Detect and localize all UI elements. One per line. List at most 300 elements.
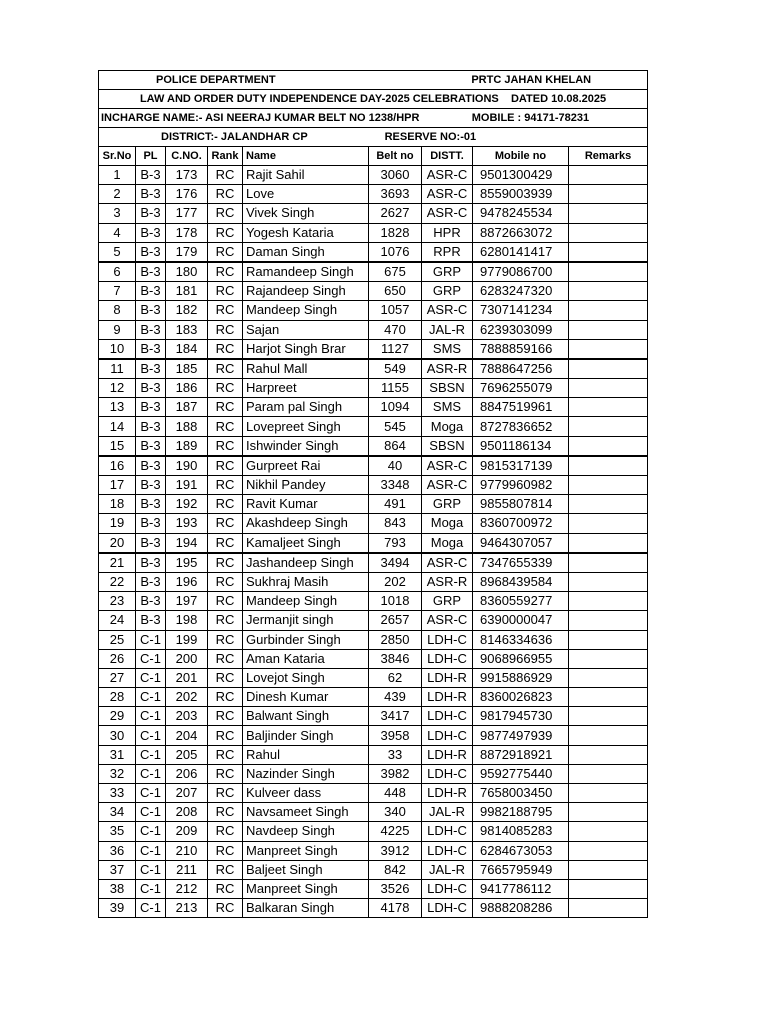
cell-belt: 1057 — [369, 301, 422, 320]
cell-distt: ASR-C — [422, 553, 473, 573]
cell-distt: LDH-C — [422, 764, 473, 783]
table-row — [99, 611, 648, 630]
cell-srno: 16 — [99, 456, 136, 476]
cell-mobile: 8360700972 — [473, 514, 569, 533]
header-row-incharge — [99, 109, 648, 128]
cell-srno: 28 — [99, 688, 136, 707]
cell-cno: 209 — [166, 822, 208, 841]
cell-srno: 36 — [99, 841, 136, 860]
cell-pl: C-1 — [136, 860, 166, 879]
cell-pl: C-1 — [136, 822, 166, 841]
cell-pl: C-1 — [136, 745, 166, 764]
cell-cno: 194 — [166, 533, 208, 553]
cell-name: Baljeet Singh — [243, 860, 369, 879]
cell-remarks — [569, 899, 648, 918]
table-row — [99, 899, 648, 918]
cell-mobile: 9815317139 — [473, 456, 569, 476]
cell-mobile: 8968439584 — [473, 572, 569, 591]
cell-belt: 3060 — [369, 166, 422, 185]
cell-remarks — [569, 456, 648, 476]
cell-mobile: 9779960982 — [473, 476, 569, 495]
cell-mobile: 7307141234 — [473, 301, 569, 320]
table-row — [99, 301, 648, 320]
cell-distt: SBSN — [422, 436, 473, 456]
cell-belt: 3846 — [369, 649, 422, 668]
cell-remarks — [569, 879, 648, 898]
table-row — [99, 185, 648, 204]
cell-distt: GRP — [422, 592, 473, 611]
cell-distt: LDH-R — [422, 688, 473, 707]
cell-srno: 30 — [99, 726, 136, 745]
cell-srno: 29 — [99, 707, 136, 726]
cell-name: Aman Kataria — [243, 649, 369, 668]
cell-rank: RC — [208, 860, 243, 879]
cell-distt: ASR-C — [422, 476, 473, 495]
table-row — [99, 456, 648, 476]
cell-distt: ASR-C — [422, 456, 473, 476]
cell-srno: 39 — [99, 899, 136, 918]
cell-belt: 491 — [369, 495, 422, 514]
cell-mobile: 9817945730 — [473, 707, 569, 726]
cell-cno: 202 — [166, 688, 208, 707]
cell-cno: 203 — [166, 707, 208, 726]
cell-pl: C-1 — [136, 649, 166, 668]
cell-cno: 204 — [166, 726, 208, 745]
cell-distt: HPR — [422, 223, 473, 242]
table-row — [99, 822, 648, 841]
cell-pl: B-3 — [136, 320, 166, 339]
cell-remarks — [569, 204, 648, 223]
cell-belt: 33 — [369, 745, 422, 764]
cell-srno: 7 — [99, 282, 136, 301]
cell-remarks — [569, 707, 648, 726]
cell-belt: 470 — [369, 320, 422, 339]
cell-name: Lovepreet Singh — [243, 417, 369, 436]
table-row — [99, 630, 648, 649]
roster-body — [99, 166, 648, 918]
cell-srno: 21 — [99, 553, 136, 573]
cell-belt: 3693 — [369, 185, 422, 204]
cell-belt: 549 — [369, 359, 422, 379]
table-row — [99, 803, 648, 822]
cell-name: Gurpreet Rai — [243, 456, 369, 476]
cell-distt: ASR-R — [422, 572, 473, 591]
cell-mobile: 7888647256 — [473, 359, 569, 379]
cell-pl: C-1 — [136, 803, 166, 822]
cell-srno: 13 — [99, 398, 136, 417]
cell-cno: 197 — [166, 592, 208, 611]
cell-cno: 190 — [166, 456, 208, 476]
cell-rank: RC — [208, 822, 243, 841]
cell-pl: B-3 — [136, 398, 166, 417]
cell-name: Jermanjit singh — [243, 611, 369, 630]
cell-mobile: 8727836652 — [473, 417, 569, 436]
column-header-row — [99, 147, 648, 166]
cell-rank: RC — [208, 359, 243, 379]
cell-rank: RC — [208, 301, 243, 320]
cell-distt: SMS — [422, 339, 473, 359]
cell-srno: 5 — [99, 242, 136, 262]
table-row — [99, 262, 648, 282]
cell-pl: B-3 — [136, 611, 166, 630]
cell-pl: C-1 — [136, 841, 166, 860]
cell-cno: 187 — [166, 398, 208, 417]
cell-distt: Moga — [422, 533, 473, 553]
table-row — [99, 495, 648, 514]
cell-belt: 4225 — [369, 822, 422, 841]
cell-distt: LDH-C — [422, 726, 473, 745]
cell-name: Mandeep Singh — [243, 592, 369, 611]
cell-pl: B-3 — [136, 262, 166, 282]
cell-srno: 31 — [99, 745, 136, 764]
cell-name: Jashandeep Singh — [243, 553, 369, 573]
cell-name: Daman Singh — [243, 242, 369, 262]
table-row — [99, 592, 648, 611]
cell-name: Baljinder Singh — [243, 726, 369, 745]
cell-srno: 12 — [99, 379, 136, 398]
column-header-rank: Rank — [208, 147, 243, 166]
cell-cno: 196 — [166, 572, 208, 591]
cell-name: Nazinder Singh — [243, 764, 369, 783]
cell-name: Nikhil Pandey — [243, 476, 369, 495]
cell-rank: RC — [208, 262, 243, 282]
cell-srno: 3 — [99, 204, 136, 223]
cell-cno: 178 — [166, 223, 208, 242]
cell-pl: B-3 — [136, 204, 166, 223]
cell-mobile: 9779086700 — [473, 262, 569, 282]
cell-mobile: 9068966955 — [473, 649, 569, 668]
cell-mobile: 9814085283 — [473, 822, 569, 841]
table-row — [99, 436, 648, 456]
table-row — [99, 533, 648, 553]
table-row — [99, 745, 648, 764]
cell-belt: 675 — [369, 262, 422, 282]
cell-rank: RC — [208, 436, 243, 456]
cell-distt: LDH-C — [422, 649, 473, 668]
cell-distt: SMS — [422, 398, 473, 417]
cell-rank: RC — [208, 476, 243, 495]
cell-belt: 843 — [369, 514, 422, 533]
cell-pl: B-3 — [136, 339, 166, 359]
cell-distt: ASR-C — [422, 185, 473, 204]
cell-rank: RC — [208, 379, 243, 398]
table-row — [99, 784, 648, 803]
cell-mobile: 8872663072 — [473, 223, 569, 242]
cell-name: Ravit Kumar — [243, 495, 369, 514]
table-row — [99, 688, 648, 707]
cell-pl: C-1 — [136, 630, 166, 649]
cell-distt: Moga — [422, 514, 473, 533]
cell-pl: C-1 — [136, 668, 166, 687]
cell-mobile: 9982188795 — [473, 803, 569, 822]
table-row — [99, 860, 648, 879]
cell-cno: 189 — [166, 436, 208, 456]
cell-pl: C-1 — [136, 726, 166, 745]
cell-rank: RC — [208, 514, 243, 533]
cell-cno: 176 — [166, 185, 208, 204]
cell-pl: B-3 — [136, 495, 166, 514]
cell-cno: 181 — [166, 282, 208, 301]
cell-distt: LDH-C — [422, 841, 473, 860]
cell-cno: 201 — [166, 668, 208, 687]
cell-srno: 15 — [99, 436, 136, 456]
header-row-district — [99, 128, 648, 147]
cell-srno: 34 — [99, 803, 136, 822]
cell-name: Ishwinder Singh — [243, 436, 369, 456]
cell-name: Akashdeep Singh — [243, 514, 369, 533]
cell-belt: 340 — [369, 803, 422, 822]
cell-distt: GRP — [422, 262, 473, 282]
cell-pl: B-3 — [136, 476, 166, 495]
duty-roster-table — [98, 70, 648, 918]
cell-distt: LDH-R — [422, 784, 473, 803]
cell-remarks — [569, 514, 648, 533]
cell-remarks — [569, 359, 648, 379]
table-row — [99, 379, 648, 398]
header-row-dept — [99, 71, 648, 90]
cell-mobile: 6283247320 — [473, 282, 569, 301]
cell-distt: LDH-C — [422, 707, 473, 726]
cell-name: Navdeep Singh — [243, 822, 369, 841]
cell-distt: LDH-R — [422, 668, 473, 687]
cell-cno: 212 — [166, 879, 208, 898]
cell-mobile: 6280141417 — [473, 242, 569, 262]
cell-mobile: 9417786112 — [473, 879, 569, 898]
cell-name: Balwant Singh — [243, 707, 369, 726]
cell-belt: 62 — [369, 668, 422, 687]
cell-pl: B-3 — [136, 185, 166, 204]
cell-remarks — [569, 553, 648, 573]
cell-remarks — [569, 745, 648, 764]
cell-cno: 177 — [166, 204, 208, 223]
cell-pl: B-3 — [136, 301, 166, 320]
cell-remarks — [569, 668, 648, 687]
cell-name: Ramandeep Singh — [243, 262, 369, 282]
cell-distt: Moga — [422, 417, 473, 436]
cell-cno: 186 — [166, 379, 208, 398]
cell-srno: 8 — [99, 301, 136, 320]
table-row — [99, 242, 648, 262]
table-row — [99, 204, 648, 223]
cell-rank: RC — [208, 745, 243, 764]
cell-rank: RC — [208, 611, 243, 630]
cell-mobile: 7658003450 — [473, 784, 569, 803]
cell-cno: 188 — [166, 417, 208, 436]
cell-pl: B-3 — [136, 166, 166, 185]
cell-belt: 2850 — [369, 630, 422, 649]
cell-remarks — [569, 572, 648, 591]
cell-belt: 1127 — [369, 339, 422, 359]
cell-name: Rahul Mall — [243, 359, 369, 379]
cell-belt: 3526 — [369, 879, 422, 898]
cell-rank: RC — [208, 688, 243, 707]
cell-remarks — [569, 242, 648, 262]
table-row — [99, 649, 648, 668]
cell-remarks — [569, 688, 648, 707]
cell-belt: 2627 — [369, 204, 422, 223]
cell-mobile: 8360026823 — [473, 688, 569, 707]
duty-title: LAW AND ORDER DUTY INDEPENDENCE DAY-2025 CELEBRATIONS DATED 10.08.2025 — [99, 90, 648, 109]
cell-belt: 842 — [369, 860, 422, 879]
cell-srno: 1 — [99, 166, 136, 185]
cell-belt: 1155 — [369, 379, 422, 398]
cell-pl: B-3 — [136, 282, 166, 301]
cell-mobile: 9592775440 — [473, 764, 569, 783]
cell-mobile: 9501186134 — [473, 436, 569, 456]
cell-mobile: 8559003939 — [473, 185, 569, 204]
cell-cno: 179 — [166, 242, 208, 262]
cell-belt: 202 — [369, 572, 422, 591]
cell-rank: RC — [208, 417, 243, 436]
cell-mobile: 6284673053 — [473, 841, 569, 860]
cell-pl: B-3 — [136, 417, 166, 436]
cell-belt: 1018 — [369, 592, 422, 611]
cell-cno: 211 — [166, 860, 208, 879]
cell-remarks — [569, 726, 648, 745]
cell-srno: 17 — [99, 476, 136, 495]
cell-remarks — [569, 417, 648, 436]
cell-belt: 3958 — [369, 726, 422, 745]
cell-belt: 793 — [369, 533, 422, 553]
table-row — [99, 339, 648, 359]
cell-distt: LDH-C — [422, 822, 473, 841]
cell-rank: RC — [208, 726, 243, 745]
cell-rank: RC — [208, 707, 243, 726]
table-row — [99, 668, 648, 687]
cell-name: Harpreet — [243, 379, 369, 398]
cell-cno: 173 — [166, 166, 208, 185]
cell-rank: RC — [208, 282, 243, 301]
cell-name: Love — [243, 185, 369, 204]
cell-mobile: 8360559277 — [473, 592, 569, 611]
table-row — [99, 707, 648, 726]
cell-mobile: 6239303099 — [473, 320, 569, 339]
cell-distt: LDH-R — [422, 745, 473, 764]
cell-mobile: 7888859166 — [473, 339, 569, 359]
table-row — [99, 282, 648, 301]
cell-name: Vivek Singh — [243, 204, 369, 223]
cell-mobile: 9478245534 — [473, 204, 569, 223]
cell-rank: RC — [208, 223, 243, 242]
cell-srno: 33 — [99, 784, 136, 803]
cell-distt: GRP — [422, 282, 473, 301]
cell-name: Rajit Sahil — [243, 166, 369, 185]
cell-pl: C-1 — [136, 784, 166, 803]
cell-belt: 2657 — [369, 611, 422, 630]
cell-srno: 19 — [99, 514, 136, 533]
table-row — [99, 320, 648, 339]
cell-srno: 2 — [99, 185, 136, 204]
cell-rank: RC — [208, 339, 243, 359]
cell-cno: 185 — [166, 359, 208, 379]
cell-mobile: 6390000047 — [473, 611, 569, 630]
cell-name: Sukhraj Masih — [243, 572, 369, 591]
cell-name: Kamaljeet Singh — [243, 533, 369, 553]
cell-remarks — [569, 611, 648, 630]
cell-rank: RC — [208, 592, 243, 611]
cell-remarks — [569, 166, 648, 185]
cell-rank: RC — [208, 495, 243, 514]
cell-cno: 183 — [166, 320, 208, 339]
cell-belt: 1076 — [369, 242, 422, 262]
cell-remarks — [569, 592, 648, 611]
cell-pl: B-3 — [136, 436, 166, 456]
cell-srno: 35 — [99, 822, 136, 841]
cell-cno: 200 — [166, 649, 208, 668]
cell-remarks — [569, 630, 648, 649]
cell-srno: 6 — [99, 262, 136, 282]
department-name: POLICE DEPARTMENT — [156, 74, 276, 86]
table-row — [99, 476, 648, 495]
cell-remarks — [569, 339, 648, 359]
cell-rank: RC — [208, 533, 243, 553]
cell-remarks — [569, 379, 648, 398]
column-header-pl: PL — [136, 147, 166, 166]
cell-cno: 205 — [166, 745, 208, 764]
cell-remarks — [569, 320, 648, 339]
cell-belt: 3494 — [369, 553, 422, 573]
table-row — [99, 572, 648, 591]
unit-name: PRTC JAHAN KHELAN — [471, 74, 592, 86]
cell-remarks — [569, 822, 648, 841]
cell-mobile: 8146334636 — [473, 630, 569, 649]
cell-pl: B-3 — [136, 514, 166, 533]
cell-belt: 1094 — [369, 398, 422, 417]
cell-name: Dinesh Kumar — [243, 688, 369, 707]
column-header-mobile: Mobile no — [473, 147, 569, 166]
cell-cno: 193 — [166, 514, 208, 533]
table-row — [99, 514, 648, 533]
cell-cno: 195 — [166, 553, 208, 573]
cell-name: Rajandeep Singh — [243, 282, 369, 301]
cell-rank: RC — [208, 204, 243, 223]
cell-belt: 40 — [369, 456, 422, 476]
cell-mobile: 7665795949 — [473, 860, 569, 879]
cell-distt: RPR — [422, 242, 473, 262]
cell-mobile: 9501300429 — [473, 166, 569, 185]
column-header-belt: Belt no — [369, 147, 422, 166]
duty-roster-sheet — [98, 70, 647, 918]
cell-name: Manpreet Singh — [243, 841, 369, 860]
cell-distt: JAL-R — [422, 320, 473, 339]
cell-belt: 3348 — [369, 476, 422, 495]
cell-srno: 38 — [99, 879, 136, 898]
cell-mobile: 9877497939 — [473, 726, 569, 745]
cell-cno: 180 — [166, 262, 208, 282]
cell-rank: RC — [208, 553, 243, 573]
cell-remarks — [569, 841, 648, 860]
cell-srno: 24 — [99, 611, 136, 630]
cell-srno: 18 — [99, 495, 136, 514]
column-header-name: Name — [243, 147, 369, 166]
cell-cno: 191 — [166, 476, 208, 495]
cell-remarks — [569, 398, 648, 417]
cell-rank: RC — [208, 784, 243, 803]
cell-distt: ASR-C — [422, 204, 473, 223]
cell-pl: B-3 — [136, 359, 166, 379]
cell-belt: 439 — [369, 688, 422, 707]
cell-name: Lovejot Singh — [243, 668, 369, 687]
cell-mobile: 8872918921 — [473, 745, 569, 764]
cell-srno: 14 — [99, 417, 136, 436]
cell-rank: RC — [208, 572, 243, 591]
incharge-name: INCHARGE NAME:- ASI NEERAJ KUMAR BELT NO 1238/HPR — [101, 112, 420, 124]
cell-mobile: 9915886929 — [473, 668, 569, 687]
cell-mobile: 9888208286 — [473, 899, 569, 918]
column-header-srno: Sr.No — [99, 147, 136, 166]
cell-rank: RC — [208, 320, 243, 339]
table-row — [99, 166, 648, 185]
